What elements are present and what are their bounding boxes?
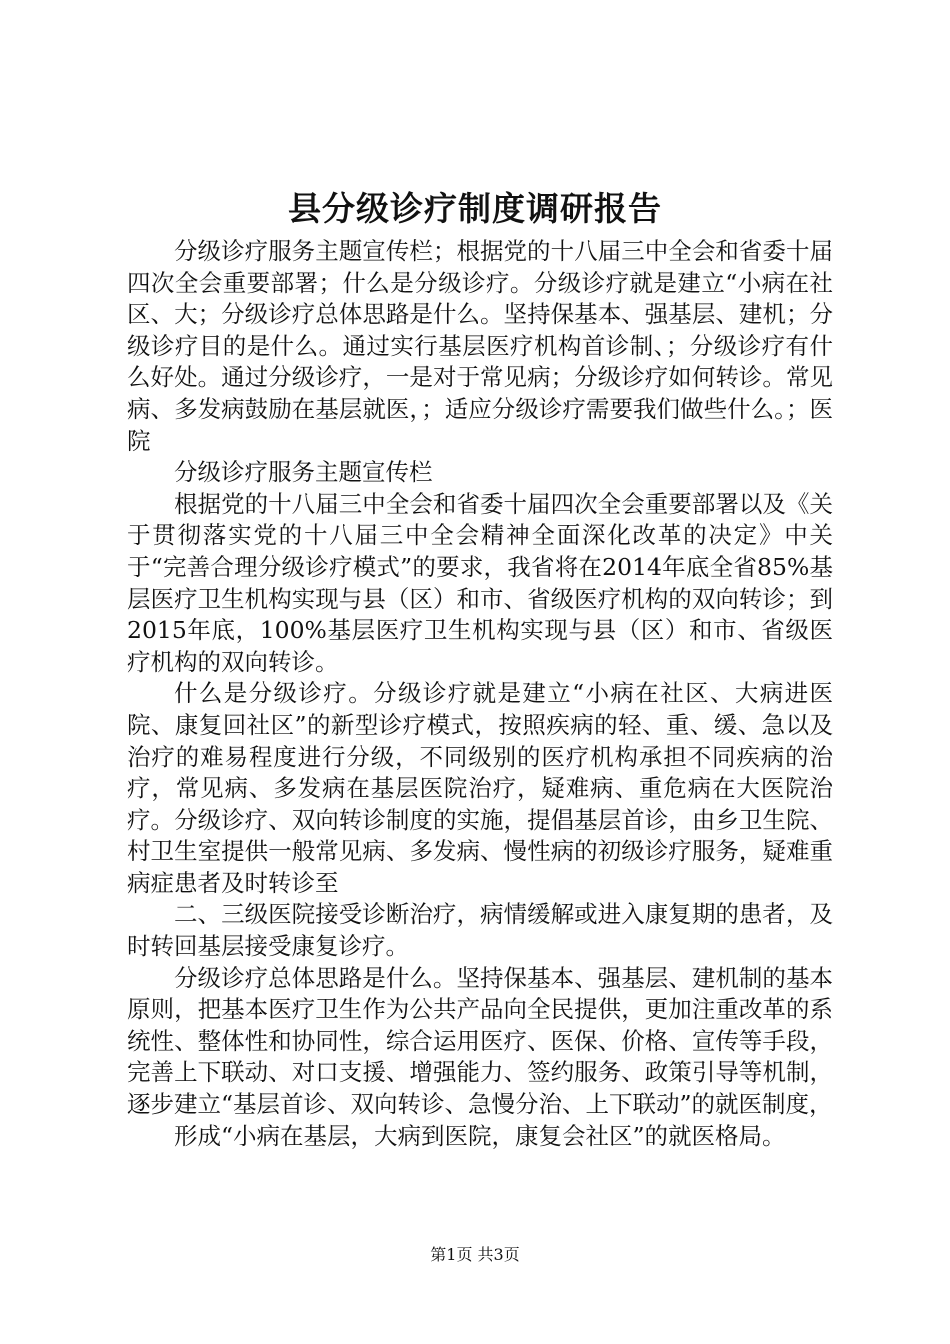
paragraph-policy-background: 根据党的十八届三中全会和省委十届四次全会重要部署以及《关于贯彻落实党的十八届三中全会精神全面深化改革的决定》中关于“完善合理分级诊疗模式”的要求，我省将在2014年底全省85%基层医疗卫生机构实现与县（区）和市、省级医疗机构的双向转诊；到2015年底，100%基层医疗卫生机构实现与县（区）和市、省级医疗机构的双向转诊。 xyxy=(127,489,833,676)
document-title: 县分级诊疗制度调研报告 xyxy=(288,189,662,228)
paragraph-overall-approach: 分级诊疗总体思路是什么。坚持保基本、强基层、建机制的基本原则，把基本医疗卫生作为公共产品向全民提供，更加注重改革的系统性、整体性和协同性，综合运用医疗、医保、价格、宣传等手段，完善上下联动、对口支援、增强能力、签约服务、政策引导等机制，逐步建立“基层首诊、双向转诊、急慢分治、上下联动”的就医制度， xyxy=(127,963,833,1119)
document-body xyxy=(127,236,833,1152)
paragraph-bulletin-heading: 分级诊疗服务主题宣传栏 xyxy=(174,458,433,487)
paragraph-what-is-tiered-care: 什么是分级诊疗。分级诊疗就是建立“小病在社区、大病进医院、康复回社区”的新型诊疗模式，按照疾病的轻、重、缓、急以及治疗的难易程度进行分级，不同级别的医疗机构承担不同疾病的治疗，常见病、多发病在基层医院治疗，疑难病、重危病在大医院治疗。分级诊疗、双向转诊制度的实施，提倡基层首诊，由乡卫生院、村卫生室提供一般常见病、多发病、慢性病的初级诊疗服务，疑难重病症患者及时转诊至 xyxy=(127,679,833,897)
paragraph-conclusion: 形成“小病在基层，大病到医院，康复会社区”的就医格局。 xyxy=(174,1121,786,1150)
paragraph-intro-summary: 分级诊疗服务主题宣传栏；根据党的十八届三中全会和省委十届四次全会重要部署；什么是分级诊疗。分级诊疗就是建立“小病在社区、大；分级诊疗总体思路是什么。坚持保基本、强基层、建机；分级诊疗目的是什么。通过实行基层医疗机构首诊制、；分级诊疗有什么好处。通过分级诊疗，一是对于常见病；分级诊疗如何转诊。常见病、多发病鼓励在基层就医，；适应分级诊疗需要我们做些什么。；医院 xyxy=(127,237,833,455)
paragraph-referral: 二、三级医院接受诊断治疗，病情缓解或进入康复期的患者，及时转回基层接受康复诊疗。 xyxy=(127,900,833,961)
page-number-footer: 第1页 共3页 xyxy=(430,1245,520,1264)
